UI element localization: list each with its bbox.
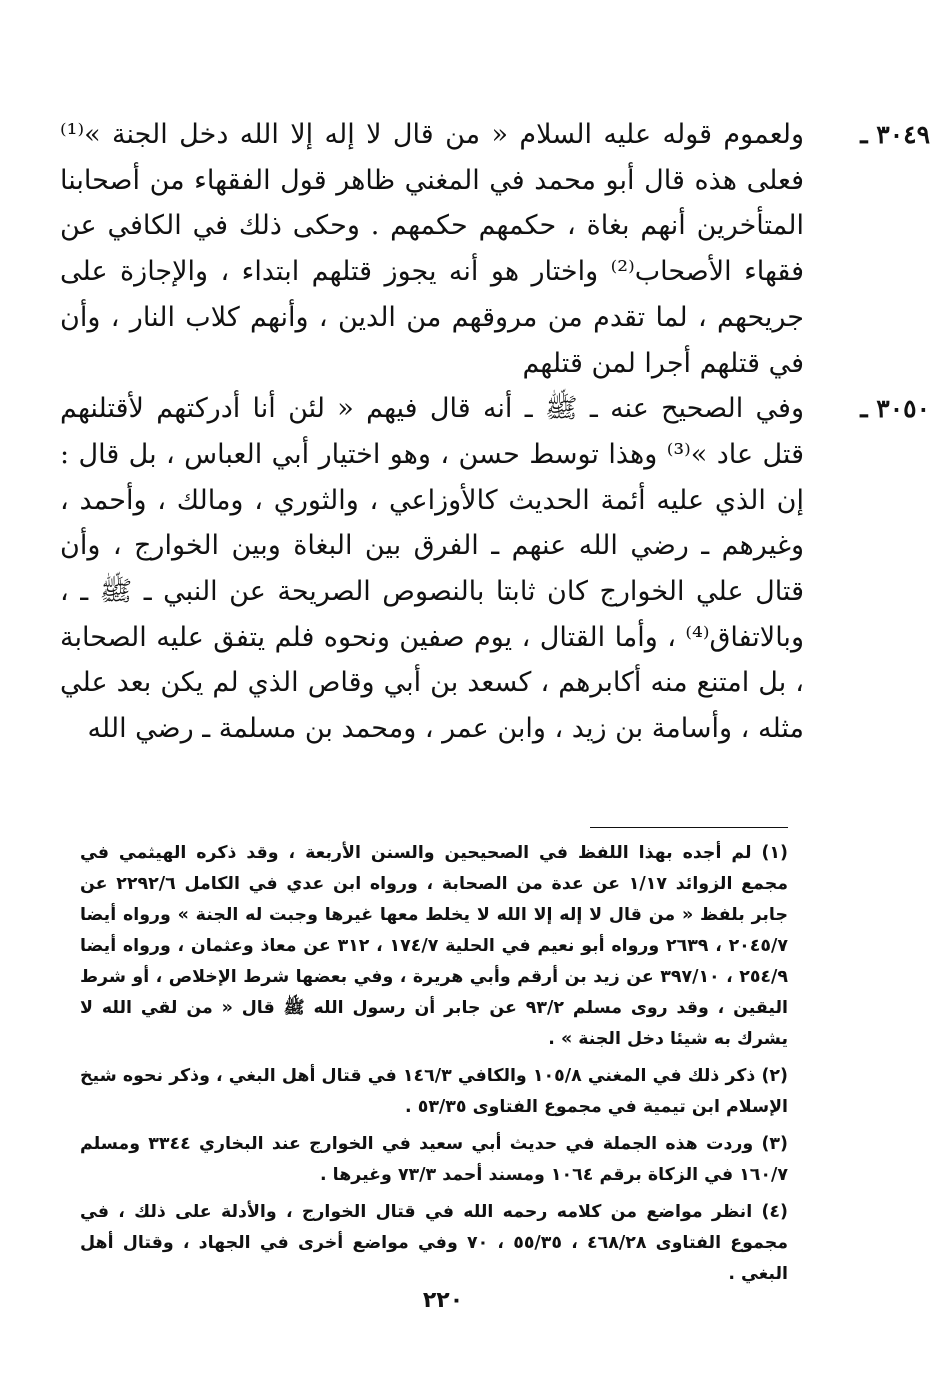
footnote-1: (١) لم أجده بهذا اللفظ في الصحيحين والسنن الأربعة ، وقد ذكره الهيثمي في مجمع الزوائد ١/١٧ عن عدة من الصحابة ، ورواه ابن عدي في الكامل ٢٢٩٢/٦ عن جابر بلفظ « من قال لا إله إلا الله لا يخلط معها غيرها وجبت له الجنة » ورواه أيضا ٢٠٤٥/٧ ، ٢٦٣٩ ورواه أبو نعيم في الحلية ١٧٤/٧ ، ٣١٢ عن معاذ وعثمان ، ورواه أيضا ٢٥٤/٩ ، ٣٩٧/١٠ عن زيد بن أرقم وأبي هريرة ، وفي بعضها شرط الإخلاص ، أو شرط اليقين ، وقد روى مسلم ٩٣/٢ عن جابر أن رسول الله ﷺ قال « من لقي الله لا يشرك به شيئا دخل الجنة » . xyxy=(80,843,789,1049)
paragraph-text: ولعموم قوله عليه السلام « من قال لا إله إلا الله دخل الجنة »⁽¹⁾ فعلى هذه قال أبو محمد في المغني ظاهر قول الفقهاء من أصحابنا المتأخرين أنهم بغاة ، حكمهم حكمهم . وحكى ذلك في الكافي عن فقهاء الأصحاب⁽²⁾ واختار هو أنه يجوز قتلهم ابتداء ، والإجازة على جريحهم ، لما تقدم من مروقهم من الدين ، وأنهم كلاب النار ، وأن في قتلهم أجرا لمن قتلهم xyxy=(60,119,804,379)
page-number: ٢٢٠ xyxy=(422,1288,464,1313)
paragraph-number: ٣٠٤٩ ـ xyxy=(860,120,930,149)
paragraph-3049 xyxy=(60,112,930,386)
footnote-2: (٢) ذكر ذلك في المغني ١٠٥/٨ والكافي ١٤٦/٣ في قتال أهل البغي ، وذكر نحوه شيخ الإسلام ابن تيمية في مجموع الفتاوى ٥٣/٣٥ . xyxy=(80,1066,788,1117)
paragraph-3050 xyxy=(60,386,930,752)
paragraph-text: وفي الصحيح عنه ـ ﷺ ـ أنه قال فيهم « لئن أنا أدركتهم لأقتلنهم قتل عاد »⁽³⁾ وهذا توسط حسن ، وهو اختيار أبي العباس ، بل قال : إن الذي عليه أئمة الحديث كالأوزاعي ، والثوري ، ومالك ، وأحمد ، وغيرهم ـ رضي الله عنهم ـ الفرق بين البغاة وبين الخوارج ، وأن قتال علي الخوارج كان ثابتا بالنصوص الصريحة عن النبي ـ ﷺ ـ ، وبالاتفاق⁽⁴⁾ ، وأما القتال ، يوم صفين ونحوه فلم يتفق عليه الصحابة ، بل امتنع منه أكابرهم ، كسعد بن أبي وقاص الذي لم يكن بعد علي مثله ، وأسامة بن زيد ، وابن عمر ، ومحمد بن مسلمة ـ رضي الله xyxy=(60,393,804,745)
footnote-3: (٣) وردت هذه الجملة في حديث أبي سعيد في الخوارج عند البخاري ٣٣٤٤ ومسلم ١٦٠/٧ في الزكاة برقم ١٠٦٤ ومسند أحمد ٧٣/٣ وغيرها . xyxy=(80,1134,788,1185)
paragraph-number: ٣٠٥٠ ـ xyxy=(860,394,930,424)
footnotes xyxy=(80,838,788,1296)
footnote-4: (٤) انظر مواضع من كلامه رحمه الله في قتال الخوارج ، والأدلة على ذلك ، في مجموع الفتاوى ٤٦٨/٢٨ ، ٥٥/٣٥ ، ٧٠ وفي مواضع أخرى في الجهاد ، وقتال أهل البغي . xyxy=(80,1202,788,1284)
main-text xyxy=(60,112,930,752)
footnote-divider xyxy=(590,827,788,828)
